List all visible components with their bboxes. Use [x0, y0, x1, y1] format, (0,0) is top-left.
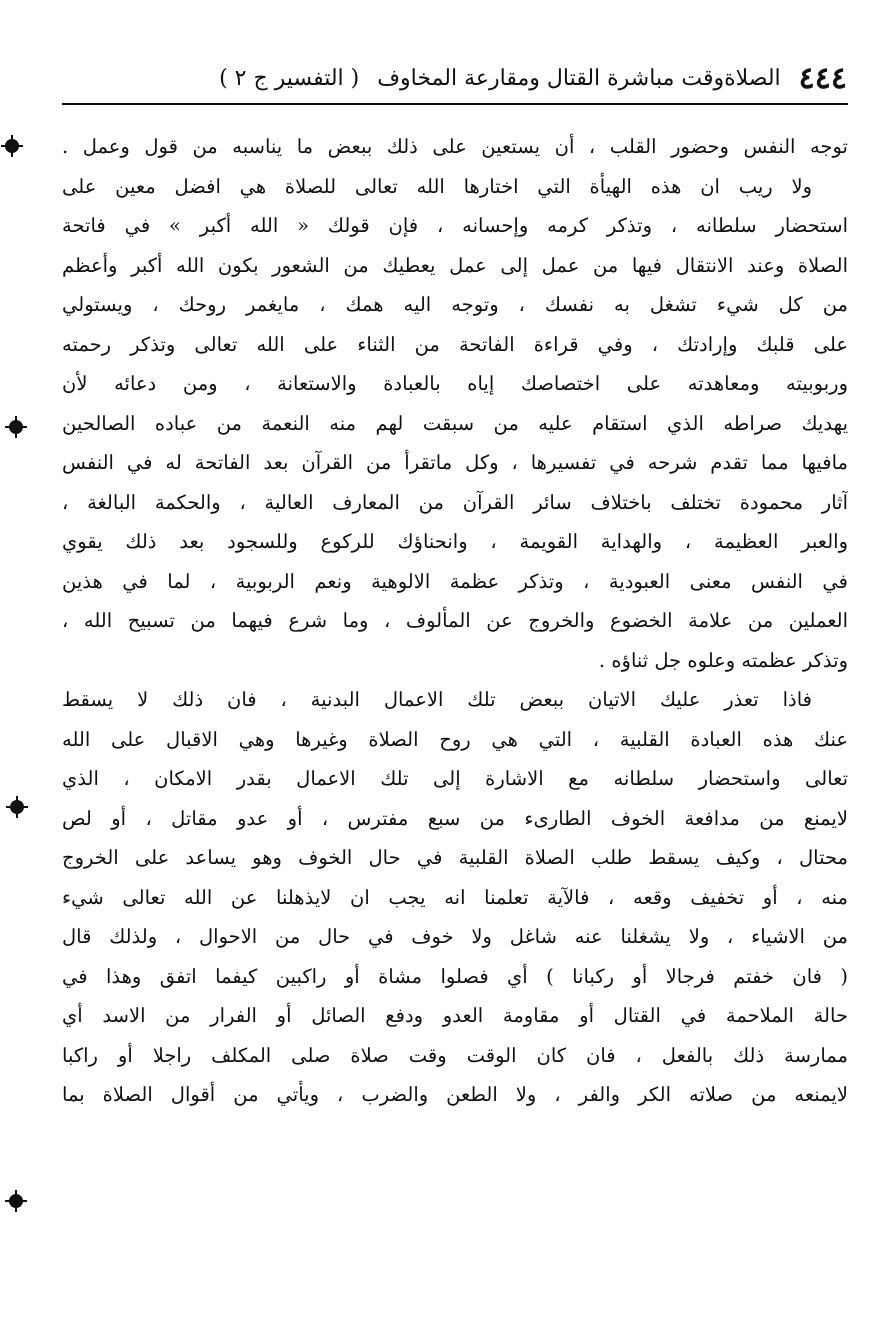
- text-line: عنك هذه العبادة القلبية ، التي هي روح الصلاة وغيرها وهي الاقبال على الله: [62, 728, 848, 751]
- text-line: ( فان خفتم فرجالا أو ركبانا ) أي فصلوا مشاة أو راكبين كيفما اتفق وهذا في: [62, 965, 848, 988]
- text-line: حالة الملاحمة في القتال أو مقاومة العدو ودفع الصائل أو الفرار من الاسد أي: [62, 1004, 848, 1027]
- text-line: لايمنعه من صلاته الكر والفر ، ولا الطعن والضرب ، ويأتي من أقوال الصلاة بما: [62, 1083, 848, 1106]
- margin-mark: [5, 139, 19, 153]
- text-line: يهديك صراطه الذي استقام عليه من سبقت لهم منه النعمة من عباده الصالحين: [62, 412, 848, 435]
- text-line: محتال ، وكيف يسقط طلب الصلاة القلبية في حال الخوف وهو يساعد على الخروج: [62, 846, 848, 869]
- text-line: من كل شيء تشغل به نفسك ، وتوجه اليه همك ، مايغمر روحك ، ويستولي: [62, 293, 848, 316]
- text-line: في النفس معنى العبودية ، وتذكر عظمة الالوهية ونعم الربوبية ، لما في هذين: [62, 570, 848, 593]
- text-line: توجه النفس وحضور القلب ، أن يستعين على ذلك ببعض ما يناسبه من قول وعمل .: [62, 135, 848, 158]
- text-line: فاذا تعذر عليك الاتيان ببعض تلك الاعمال البدنية ، فان ذلك لا يسقط: [62, 688, 812, 711]
- text-line: منه ، أو تخفيف وقعه ، فالآية تعلمنا انه يجب ان لايذهلنا عن الله تعالى شيء: [62, 886, 848, 909]
- text-line: الصلاة وعند الانتقال فيها من عمل إلى عمل يعطيك من الشعور بكون الله أكبر وأعظم: [62, 254, 848, 277]
- text-line: العملين من علامة الخضوع والخروج عن المألوف ، وما شرع فيهما من تسبيح الله ،: [62, 609, 848, 632]
- page-number: ٤٤٤: [798, 60, 847, 96]
- text-line: من الاشياء ، ولا يشغلنا عنه شاغل ولا خوف في حال من الاحوال ، ولذلك قال: [62, 925, 848, 948]
- text-line: وتذكر عظمته وعلوه جل ثناؤه .: [598, 649, 848, 672]
- text-line: وربوبيته ومعاهدته على اختصاصك إياه بالعبادة والاستعانة ، ومن دعائه لأن: [62, 372, 848, 395]
- margin-mark: [9, 420, 23, 434]
- text-line: تعالى واستحضار سلطانه مع الاشارة إلى تلك الاعمال بقدر الامكان ، الذي: [62, 767, 848, 790]
- text-line: لايمنع من مدافعة الخوف الطارىء من سبع مفترس ، أو عدو مقاتل ، أو لص: [62, 807, 848, 830]
- text-line: على قلبك وإرادتك ، وفي قراءة الفاتحة من الثناء على الله تعالى وتذكر رحمته: [62, 333, 848, 356]
- text-line: استحضار سلطانه ، وتذكر كرمه وإحسانه ، فإن قولك « الله أكبر » في فاتحة: [62, 214, 848, 237]
- margin-mark: [9, 1194, 23, 1208]
- margin-mark: [10, 800, 24, 814]
- text-line: مافيها مما تقدم شرحه في تفسيرها ، وكل ماتقرأ من القرآن بعد الفاتحة له في النفس: [62, 451, 848, 474]
- text-line: والعبر العظيمة ، والهداية القويمة ، وانحناؤك للركوع وللسجود بعد ذلك يقوي: [62, 530, 848, 553]
- chapter-title: الصلاةوقت مباشرة القتال ومقارعة المخاوف: [377, 65, 781, 91]
- text-line: آثار محمودة تختلف باختلاف سائر القرآن من المعارف العالية ، والحكمة البالغة ،: [62, 491, 848, 514]
- text-line: ممارسة ذلك بالفعل ، فان كان الوقت وقت صلاة صلى المكلف راجلا أو راكبا: [62, 1044, 848, 1067]
- book-volume: ( التفسير ج ٢ ): [219, 65, 360, 91]
- text-line: ولا ريب ان هذه الهيأة التي اختارها الله تعالى للصلاة هي افضل معين على: [62, 175, 812, 198]
